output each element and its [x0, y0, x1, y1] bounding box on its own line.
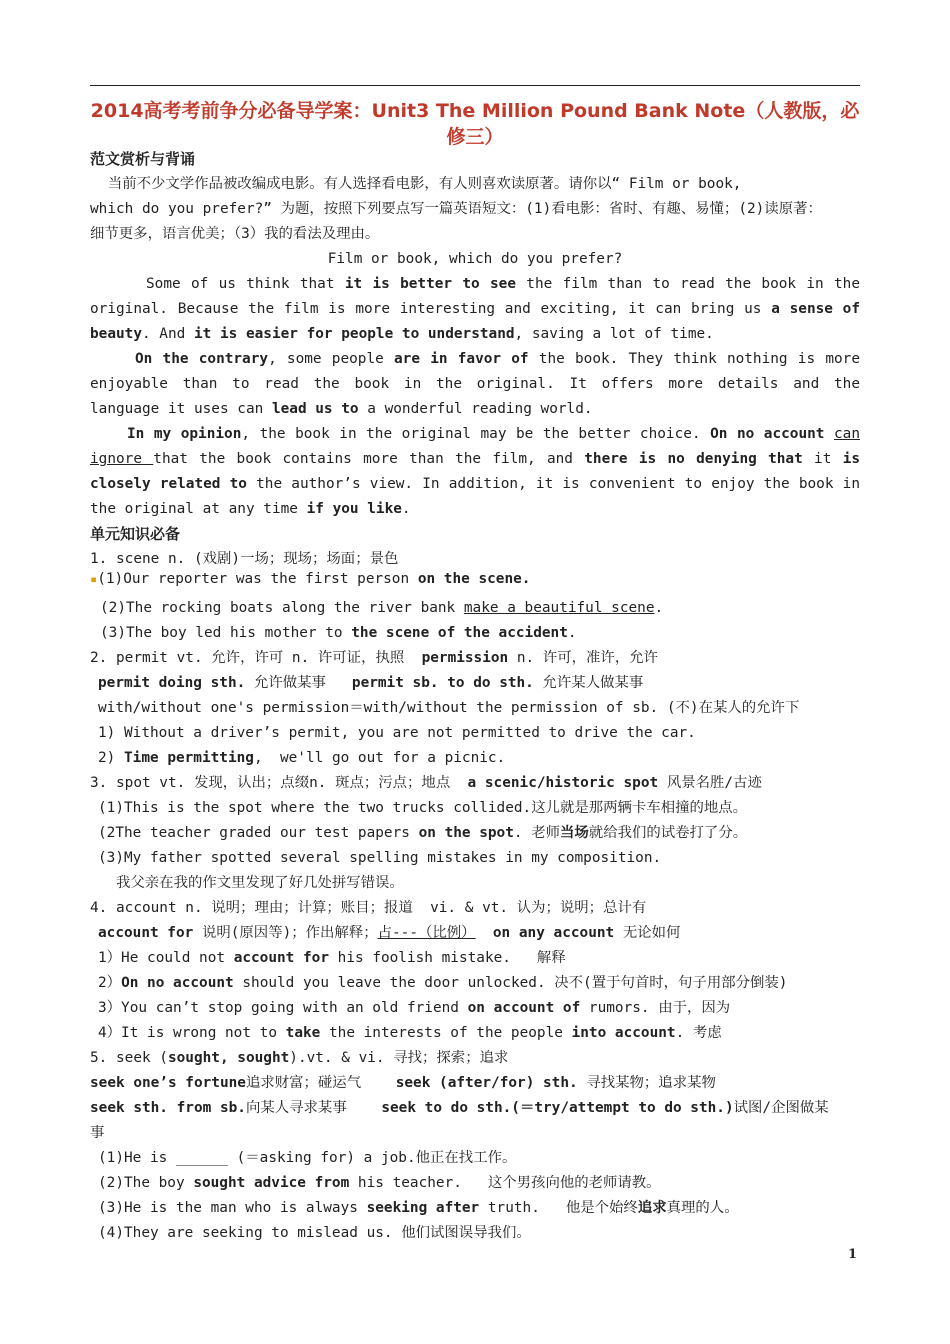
- permit-example-2: 2) Time permitting, we'll go out for a picnic.: [98, 750, 506, 766]
- spot-example-2: (2The teacher graded our test papers on the spot. 老师当场就给我们的试卷打了分。: [98, 825, 748, 841]
- account-example-2: 2）On no account should you leave the door unlocked. 决不(置于句首时，句子用部分倒装): [98, 975, 788, 991]
- spot-example-3: (3)My father spotted several spelling mistakes in my composition.: [98, 850, 662, 866]
- permit-head: 2. permit vt. 允许，许可 n. 许可证，执照 permission n. 许可，准许，允许: [90, 650, 658, 666]
- permit-phrase-2: with/without one's permission＝with/without the permission of sb. (不)在某人的允许下: [98, 700, 800, 716]
- seek-head: 5. seek (sought, sought).vt. & vi. 寻找；探索；追求: [90, 1050, 509, 1066]
- section-heading-knowledge: 单元知识必备: [90, 525, 181, 543]
- spot-head: 3. spot vt. 发现，认出；点缀n. 斑点；污点；地点 a scenic/historic spot 风景名胜/古迹: [90, 775, 762, 791]
- account-example-1: 1）He could not account for his foolish mistake. 解释: [98, 950, 566, 966]
- seek-phrases-2-cont: 事: [90, 1125, 105, 1141]
- permit-phrases: permit doing sth. 允许做某事 permit sb. to do sth. 允许某人做某事: [98, 675, 644, 691]
- essay-p2-line-3: language it uses can lead us to a wonderful reading world.: [90, 401, 593, 417]
- page-title: 2014高考考前争分必备导学案：Unit3 The Million Pound Bank Note（人教版，必修三）: [90, 100, 860, 148]
- top-rule: [90, 85, 860, 86]
- task-line-1: 当前不少文学作品被改编成电影。有人选择看电影，有人则喜欢读原著。请你以“ Film or book,: [107, 176, 742, 192]
- essay-p3-line-3: closely related to the author’s view. In addition, it is convenient to enjoy the book in: [90, 476, 860, 492]
- scene-example-3: (3)The boy led his mother to the scene of the accident.: [100, 625, 577, 641]
- essay-p3-line-4: the original at any time if you like.: [90, 501, 411, 517]
- seek-phrases-2: seek sth. from sb.向某人寻求某事 seek to do sth.(＝try/attempt to do sth.)试图/企图做某: [90, 1100, 829, 1116]
- bullet-marker-icon: ▪: [90, 572, 98, 586]
- essay-p3-line-2: ignore that the book contains more than the film, and there is no denying that it is: [90, 451, 860, 467]
- scene-example-1: ▪(1)Our reporter was the first person on the scene.: [90, 571, 531, 587]
- seek-phrases-1: seek one’s fortune追求财富；碰运气 seek (after/for) sth. 寻找某物；追求某物: [90, 1075, 716, 1091]
- account-head: 4. account n. 说明；理由；计算；账目；报道 vi. & vt. 认为；说明；总计有: [90, 900, 647, 916]
- essay-p3-line-1: In my opinion, the book in the original may be the better choice. On no account can: [127, 426, 860, 442]
- permit-example-1: 1) Without a driver’s permit, you are not permitted to drive the car.: [98, 725, 696, 741]
- essay-p1-line-2: original. Because the film is more interesting and exciting, it can bring us a sense of: [90, 301, 860, 317]
- account-example-4: 4）It is wrong not to take the interests of the people into account. 考虑: [98, 1025, 722, 1041]
- task-line-2: which do you prefer?” 为题，按照下列要点写一篇英语短文：(1)看电影：省时、有趣、易懂；(2)读原著：: [90, 201, 822, 217]
- essay-p2-line-1: On the contrary, some people are in favor of the book. They think nothing is more: [135, 351, 860, 367]
- essay-p1-line-1: Some of us think that it is better to see the film than to read the book in the: [146, 276, 860, 292]
- essay-title: Film or book, which do you prefer?: [327, 251, 623, 267]
- essay-p2-line-2: enjoyable than to read the book in the original. It offers more details and the: [90, 376, 860, 392]
- essay-p1-line-3: beauty. And it is easier for people to understand, saving a lot of time.: [90, 326, 714, 342]
- section-heading-model-essay: 范文赏析与背诵: [90, 150, 196, 168]
- spot-example-3-translation: 我父亲在我的作文里发现了好几处拼写错误。: [116, 875, 404, 891]
- task-line-3: 细节更多，语言优美；（3）我的看法及理由。: [90, 226, 380, 242]
- scene-head: 1. scene n. (戏剧)一场；现场；场面；景色: [90, 551, 399, 567]
- seek-example-1: (1)He is ______ (＝asking for) a job.他正在找工作。: [98, 1150, 517, 1166]
- seek-example-2: (2)The boy sought advice from his teacher. 这个男孩向他的老师请教。: [98, 1175, 661, 1191]
- scene-example-2: (2)The rocking boats along the river bank make a beautiful scene.: [100, 600, 664, 616]
- seek-example-3: (3)He is the man who is always seeking after truth. 他是个始终追求真理的人。: [98, 1200, 739, 1216]
- account-example-3: 3）You can’t stop going with an old friend on account of rumors. 由于，因为: [98, 1000, 731, 1016]
- account-phrases: account for 说明(原因等)；作出解释；占---（比例） on any account 无论如何: [98, 925, 681, 941]
- seek-example-4: (4)They are seeking to mislead us. 他们试图误导我们。: [98, 1225, 531, 1241]
- page-number: 1: [848, 1247, 858, 1262]
- spot-example-1: (1)This is the spot where the two trucks collided.这儿就是那两辆卡车相撞的地点。: [98, 800, 748, 816]
